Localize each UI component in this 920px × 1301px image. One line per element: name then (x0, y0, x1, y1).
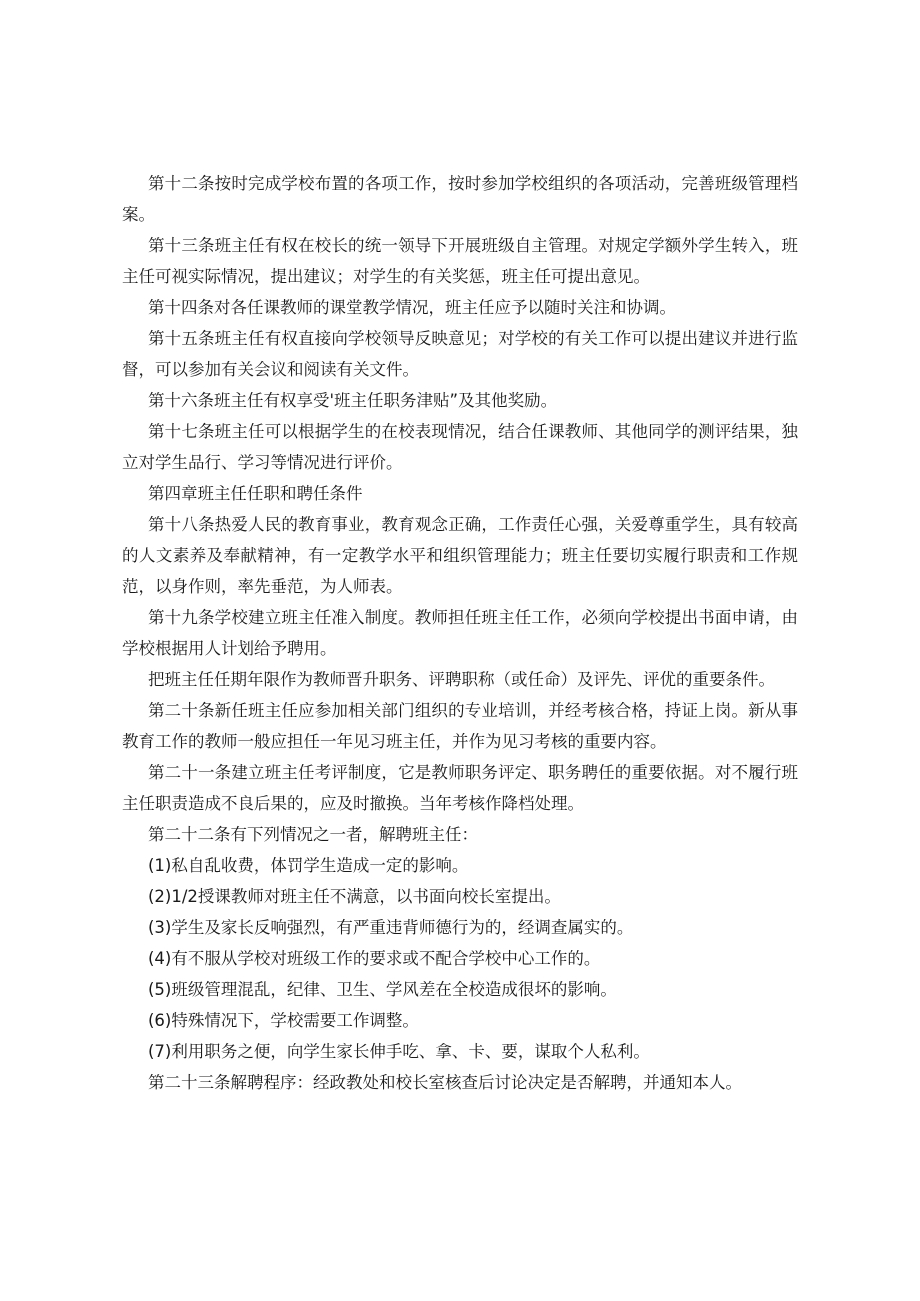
list-item: (7)利用职务之便，向学生家长伸手吃、拿、卡、要，谋取个人私利。 (148, 1042, 650, 1061)
article-13: 第十三条班主任有权在校长的统一领导下开展班级自主管理。对规定学额外学生转入，班主任可视实际情况，提出建议；对学生的有关奖惩，班主任可提出意见。 (122, 236, 798, 286)
article-16: 第十六条班主任有权享受'班主任职务津贴”及其他奖励。 (148, 391, 558, 410)
article-22: 第二十二条有下列情况之一者，解聘班主任： (148, 825, 478, 844)
term-clause: 把班主任任期年限作为教师晋升职务、评聘职称（或任命）及评先、评优的重要条件。 (148, 670, 775, 689)
article-20: 第二十条新任班主任应参加相关部门组织的专业培训，并经考核合格，持证上岗。新从事教育工作的教师一般应担任一年见习班主任，并作为见习考核的重要内容。 (122, 701, 798, 751)
list-item: (4)有不服从学校对班级工作的要求或不配合学校中心工作的。 (148, 949, 601, 968)
article-21: 第二十一条建立班主任考评制度，它是教师职务评定、职务聘任的重要依据。对不履行班主任职责造成不良后果的，应及时撤换。当年考核作降档处理。 (122, 763, 798, 813)
list-item: (3)学生及家长反响强烈，有严重违背师德行为的，经调查属实的。 (148, 918, 634, 937)
article-12: 第十二条按时完成学校布置的各项工作，按时参加学校组织的各项活动，完善班级管理档案。 (122, 174, 798, 224)
list-item: (5)班级管理混乱，纪律、卫生、学风差在全校造成很坏的影响。 (148, 980, 617, 999)
article-19: 第十九条学校建立班主任准入制度。教师担任班主任工作，必须向学校提出书面申请，由学校根据用人计划给予聘用。 (122, 608, 798, 658)
article-18: 第十八条热爱人民的教育事业，教育观念正确，工作责任心强，关爱尊重学生，具有较高的人文素养及奉献精神，有一定教学水平和组织管理能力；班主任要切实履行职责和工作规范，以身作则，率先垂范，为人师表。 (122, 515, 798, 596)
list-item: (2)1/2授课教师对班主任不满意，以书面向校长室提出。 (148, 887, 561, 906)
article-15: 第十五条班主任有权直接向学校领导反映意见；对学校的有关工作可以提出建议并进行监督，可以参加有关会议和阅读有关文件。 (122, 329, 798, 379)
chapter-heading: 第四章班主任任职和聘任条件 (148, 484, 363, 503)
article-17: 第十七条班主任可以根据学生的在校表现情况，结合任课教师、其他同学的测评结果，独立对学生品行、学习等情况进行评价。 (122, 422, 798, 472)
article-23: 第二十三条解聘程序：经政教处和校长室核查后讨论决定是否解聘，并通知本人。 (148, 1073, 742, 1092)
list-item: (6)特殊情况下，学校需要工作调整。 (148, 1011, 419, 1030)
document-body (122, 168, 798, 1098)
list-item: (1)私自乱收费，体罚学生造成一定的影响。 (148, 856, 469, 875)
article-14: 第十四条对各任课教师的课堂教学情况，班主任应予以随时关注和协调。 (148, 298, 676, 317)
